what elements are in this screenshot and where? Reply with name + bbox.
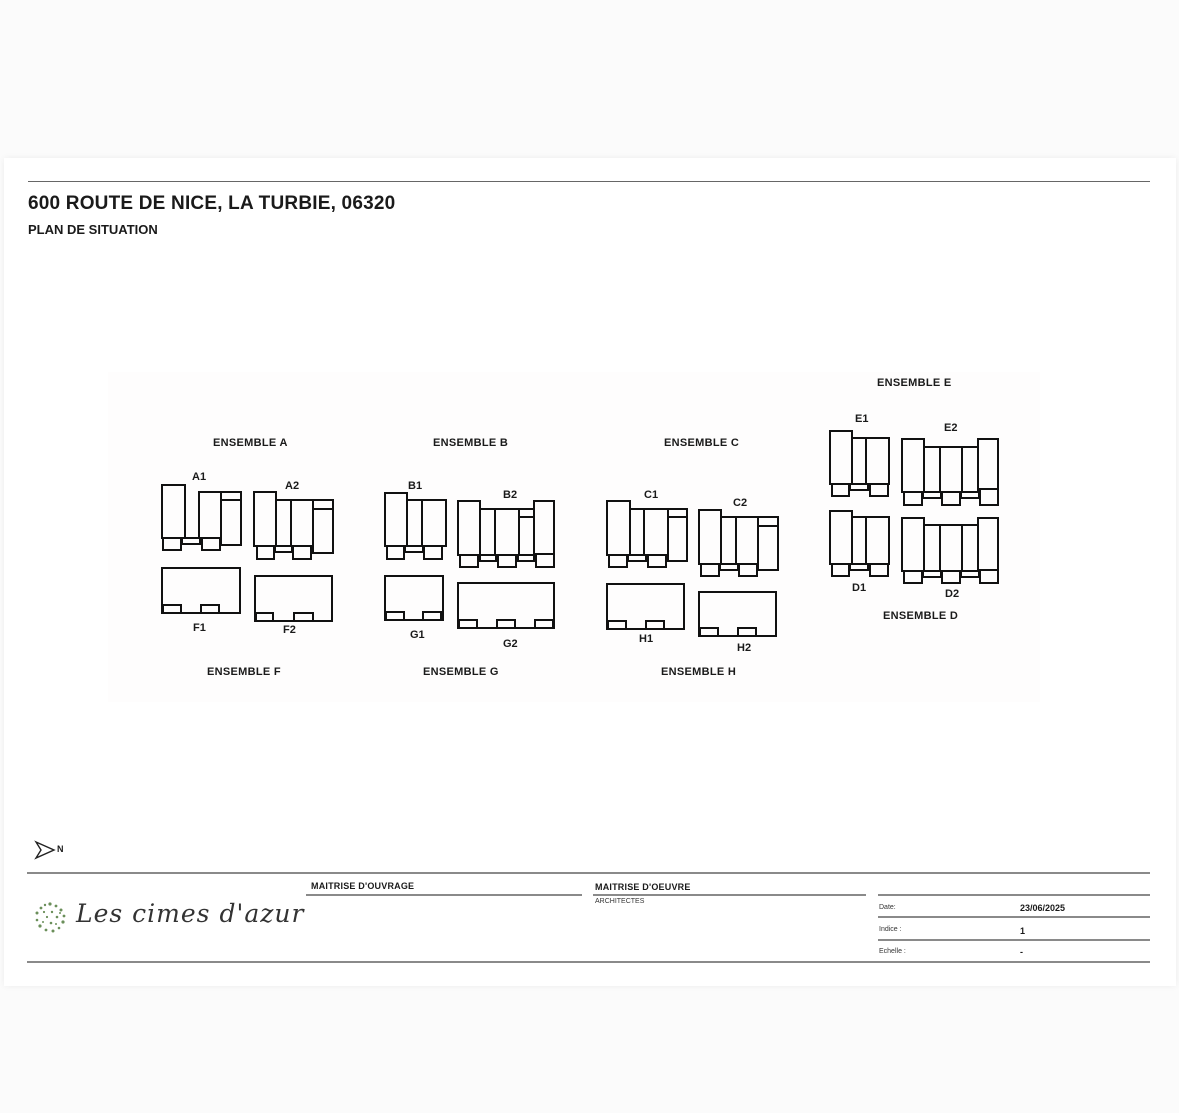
echelle-label: Echelle : xyxy=(879,948,906,955)
building-b1-label: B1 xyxy=(408,480,423,492)
building-c2-label: C2 xyxy=(733,497,748,509)
indice-value: 1 xyxy=(1020,926,1026,936)
building-b2-shape xyxy=(458,501,554,567)
building-g2-shape xyxy=(458,583,554,628)
maitrise-oeuvre-label: MAITRISE D'OEUVRE xyxy=(595,882,691,892)
building-d1-shape xyxy=(830,511,889,576)
building-g1-label: G1 xyxy=(410,629,425,641)
building-e1-shape xyxy=(830,431,889,496)
architectes-label: ARCHITECTES xyxy=(595,898,645,905)
building-g1-shape xyxy=(385,576,443,620)
building-h1-label: H1 xyxy=(639,633,654,645)
building-c1-label: C1 xyxy=(644,489,659,501)
building-h2-shape xyxy=(699,592,776,636)
building-d2-shape xyxy=(902,518,998,583)
building-c2-shape xyxy=(699,510,778,576)
building-d1-label: D1 xyxy=(852,582,867,594)
building-f1-shape xyxy=(162,568,240,613)
maitrise-ouvrage-label: MAITRISE D'OUVRAGE xyxy=(311,881,415,891)
building-e1-label: E1 xyxy=(855,413,869,425)
ensemble-h-label: ENSEMBLE H xyxy=(661,666,737,678)
building-a1-label: A1 xyxy=(192,471,207,483)
page-title: 600 ROUTE DE NICE, LA TURBIE, 06320 xyxy=(28,193,396,214)
building-f2-shape xyxy=(255,576,332,621)
building-a2-label: A2 xyxy=(285,480,300,492)
building-f2-label: F2 xyxy=(283,624,296,636)
building-g2-label: G2 xyxy=(503,638,518,650)
building-a2-shape xyxy=(254,492,333,559)
ensemble-e-label: ENSEMBLE E xyxy=(877,377,952,389)
building-a1-shape xyxy=(162,485,241,550)
building-h1-shape xyxy=(607,584,684,629)
building-e2-shape xyxy=(902,439,998,505)
plan-type: PLAN DE SITUATION xyxy=(28,222,158,237)
building-f1-label: F1 xyxy=(193,622,206,634)
date-label: Date: xyxy=(879,904,896,911)
logo-text: Les cimes d'azur xyxy=(76,899,305,928)
ensemble-d-label: ENSEMBLE D xyxy=(883,610,959,622)
indice-label: Indice : xyxy=(879,926,902,933)
ensemble-f-label: ENSEMBLE F xyxy=(207,666,281,678)
ensemble-a-label: ENSEMBLE A xyxy=(213,437,288,449)
north-arrow-icon xyxy=(36,842,54,858)
building-b1-shape xyxy=(385,493,446,559)
date-value: 23/06/2025 xyxy=(1020,903,1066,913)
echelle-value: - xyxy=(1020,947,1023,957)
building-b2-label: B2 xyxy=(503,489,518,501)
building-e2-label: E2 xyxy=(944,422,958,434)
ensemble-c-label: ENSEMBLE C xyxy=(664,437,740,449)
building-h2-label: H2 xyxy=(737,642,752,654)
logo-wreath-icon xyxy=(36,902,66,932)
building-c1-shape xyxy=(607,501,687,567)
north-label: N xyxy=(57,844,64,854)
ensemble-b-label: ENSEMBLE B xyxy=(433,437,509,449)
building-d2-label: D2 xyxy=(945,588,960,600)
ensemble-g-label: ENSEMBLE G xyxy=(423,666,499,678)
